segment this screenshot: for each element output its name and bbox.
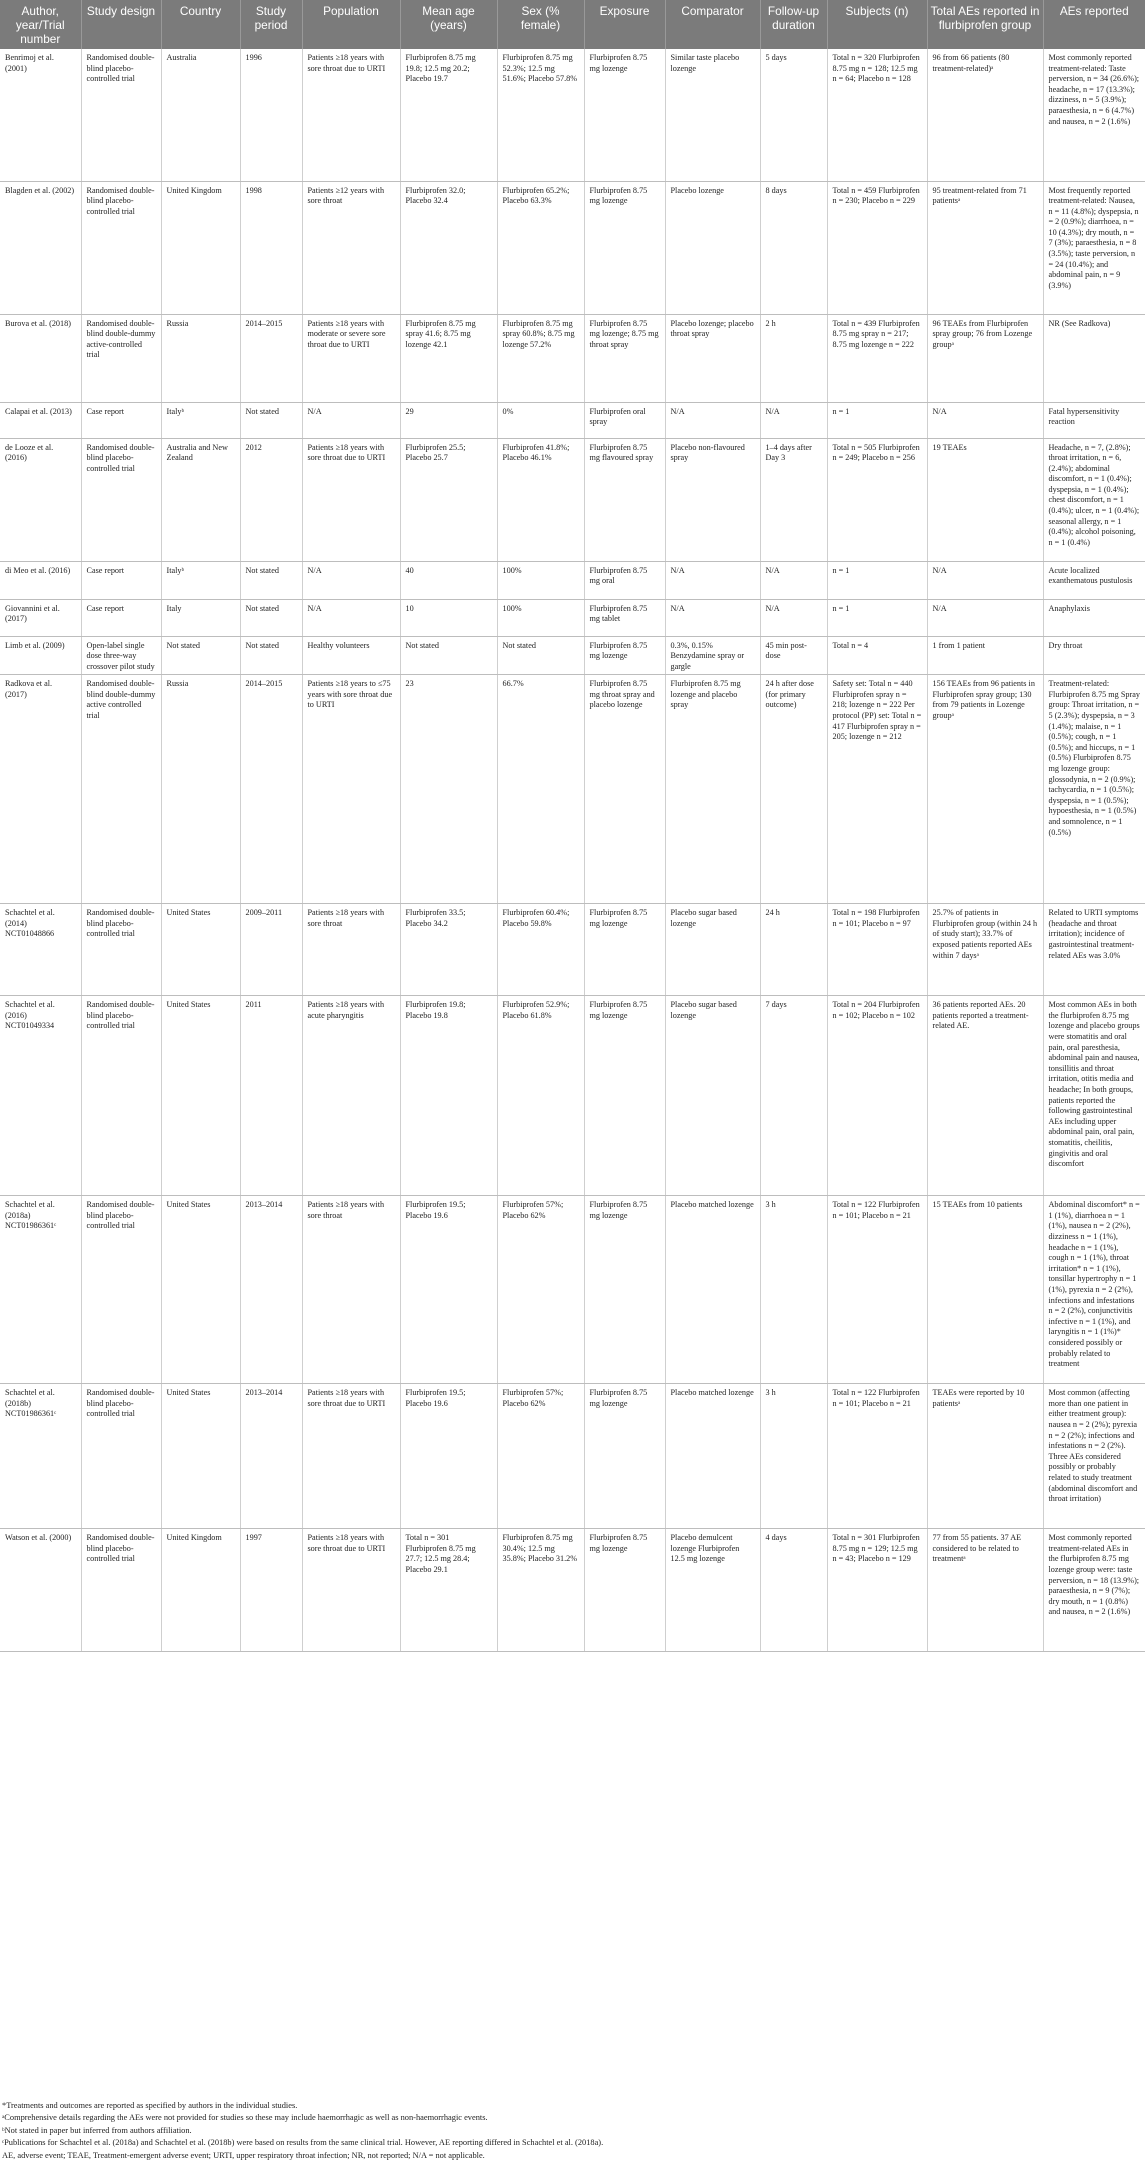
table-cell: Case report [81, 402, 161, 438]
table-cell: Russia [161, 314, 240, 402]
table-cell: N/A [927, 561, 1043, 599]
table-cell: NR (See Radkova) [1043, 314, 1145, 402]
table-row [0, 181, 1145, 314]
table-cell: Giovannini et al. (2017) [0, 599, 81, 636]
table-cell: Randomised double-blind placebo-controlled trial [81, 1529, 161, 1652]
table-cell: Not stated [240, 636, 302, 675]
table-cell: Randomised double-blind placebo-controlled trial [81, 1196, 161, 1384]
table-cell: 1996 [240, 49, 302, 181]
table-header [0, 0, 1145, 49]
table-cell: Flurbiprofen 8.75 mg lozenge [584, 1196, 665, 1384]
table-cell: Flurbiprofen 57%; Placebo 62% [497, 1384, 584, 1529]
table-cell: 1998 [240, 181, 302, 314]
table-cell: 8 days [760, 181, 827, 314]
table-cell: Most common AEs in both the flurbiprofen 8.75 mg lozenge and placebo groups were stomatitis and oral pain, oral paresthesia, abdominal pain and nausea, tonsillitis and throat irritation, otitis media and headache; In both groups, patients reported the following gastrointestinal AEs including upper abdominal pain, oral pain, stomatitis, cheilitis, gingivitis and oral discomfort [1043, 996, 1145, 1196]
table-cell: 45 min post-dose [760, 636, 827, 675]
table-cell: Randomised double-blind placebo-controlled trial [81, 438, 161, 561]
table-cell: n = 1 [827, 402, 927, 438]
table-cell: 156 TEAEs from 96 patients in Flurbiprofen spray group; 130 from 79 patients in Lozenge groupᵃ [927, 675, 1043, 904]
table-cell: 2014–2015 [240, 314, 302, 402]
table-cell: Placebo sugar based lozenge [665, 904, 760, 996]
table-cell: 24 h [760, 904, 827, 996]
table-row [0, 314, 1145, 402]
table-cell: Flurbiprofen 8.75 mg spray 60.8%; 8.75 mg lozenge 57.2% [497, 314, 584, 402]
table-cell: Case report [81, 561, 161, 599]
table-cell: Dry throat [1043, 636, 1145, 675]
column-header: Mean age (years) [400, 0, 497, 49]
column-header: Author, year/Trial number [0, 0, 81, 49]
table-cell: Total n = 204 Flurbiprofen n = 102; Placebo n = 102 [827, 996, 927, 1196]
table-cell: Case report [81, 599, 161, 636]
table-cell: 100% [497, 599, 584, 636]
table-cell: 77 from 55 patients. 37 AE considered to be related to treatmentᵃ [927, 1529, 1043, 1652]
table-cell: Placebo demulcent lozenge Flurbiprofen 12.5 mg lozenge [665, 1529, 760, 1652]
table-cell: Flurbiprofen 19.5; Placebo 19.6 [400, 1384, 497, 1529]
column-header: Sex (% female) [497, 0, 584, 49]
table-cell: Flurbiprofen 8.75 mg tablet [584, 599, 665, 636]
table-footnotes [0, 2100, 1145, 2162]
table-cell: Flurbiprofen 19.5; Placebo 19.6 [400, 1196, 497, 1384]
footnote: ᵇNot stated in paper but inferred from authors affiliation. [2, 2125, 192, 2135]
table-cell: Flurbiprofen 8.75 mg flavoured spray [584, 438, 665, 561]
table-cell: Patients ≥18 years with sore throat due to URTI [302, 1529, 400, 1652]
table-cell: Russia [161, 675, 240, 904]
table-cell: Abdominal discomfort* n = 1 (1%), diarrhoea n = 1 (1%), nausea n = 2 (2%), dizziness n = 1 (1%), headache n = 1 (1%), cough n = 1 (1%), throat irritation* n = 1 (1%), tonsillar hypertrophy n = 1 (1%), pyrexia n = 2 (2%), infections and infestations n = 2 (2%), conjunctivitis infective n = 1 (1%), and laryngitis n = 1 (1%)* considered possibly or probably related to treatment [1043, 1196, 1145, 1384]
table-cell: Patients ≥18 years with acute pharyngitis [302, 996, 400, 1196]
table-cell: N/A [302, 561, 400, 599]
table-cell: Flurbiprofen 8.75 mg lozenge; 8.75 mg throat spray [584, 314, 665, 402]
table-cell: TEAEs were reported by 10 patientsᵃ [927, 1384, 1043, 1529]
table-cell: Not stated [240, 402, 302, 438]
table-cell: Not stated [161, 636, 240, 675]
table-cell: Flurbiprofen 8.75 mg throat spray and placebo lozenge [584, 675, 665, 904]
table-cell: 23 [400, 675, 497, 904]
table-cell: Patients ≥18 years with sore throat [302, 1196, 400, 1384]
table-cell: 40 [400, 561, 497, 599]
table-cell: 19 TEAEs [927, 438, 1043, 561]
table-cell: Flurbiprofen 8.75 mg lozenge [584, 49, 665, 181]
table-cell: Total n = 198 Flurbiprofen n = 101; Placebo n = 97 [827, 904, 927, 996]
table-cell: Placebo lozenge; placebo throat spray [665, 314, 760, 402]
table-cell: Anaphylaxis [1043, 599, 1145, 636]
table-row [0, 1196, 1145, 1384]
table-row [0, 438, 1145, 561]
table-cell: Acute localized exanthematous pustulosis [1043, 561, 1145, 599]
table-cell: Flurbiprofen 65.2%; Placebo 63.3% [497, 181, 584, 314]
table-cell: 5 days [760, 49, 827, 181]
column-header: Exposure [584, 0, 665, 49]
table-cell: 2009–2011 [240, 904, 302, 996]
table-row [0, 561, 1145, 599]
table-cell: Not stated [240, 561, 302, 599]
table-cell: Patients ≥18 years with sore throat due to URTI [302, 49, 400, 181]
table-cell: Flurbiprofen 25.5; Placebo 25.7 [400, 438, 497, 561]
table-cell: Most commonly reported treatment-related AEs in the flurbiprofen 8.75 mg lozenge group were: taste perversion, n = 18 (13.9%); paraesthesia, n = 9 (7%); dry mouth, n = 1 (0.8%) and nausea, n = 2 (1.6%) [1043, 1529, 1145, 1652]
table-cell: United Kingdom [161, 1529, 240, 1652]
footnote: *Treatments and outcomes are reported as specified by authors in the individual studies. [2, 2101, 298, 2110]
table-cell: N/A [302, 599, 400, 636]
table-cell: Flurbiprofen 57%; Placebo 62% [497, 1196, 584, 1384]
table-cell: Patients ≥18 years with sore throat due to URTI [302, 438, 400, 561]
table-cell: Related to URTI symptoms (headache and throat irritation); incidence of gastrointestinal treatment-related AEs was 3.0% [1043, 904, 1145, 996]
table-cell: 1–4 days after Day 3 [760, 438, 827, 561]
table-cell: N/A [665, 561, 760, 599]
table-cell: Randomised double-blind double-dummy active-controlled trial [81, 314, 161, 402]
table-cell: Healthy volunteers [302, 636, 400, 675]
table-cell: n = 1 [827, 599, 927, 636]
table-cell: 3 h [760, 1384, 827, 1529]
table-row [0, 1384, 1145, 1529]
table-cell: Total n = 301 Flurbiprofen 8.75 mg n = 129; 12.5 mg n = 43; Placebo n = 129 [827, 1529, 927, 1652]
table-row [0, 1529, 1145, 1652]
table-cell: Flurbiprofen 60.4%; Placebo 59.8% [497, 904, 584, 996]
table-cell: Italyᵇ [161, 402, 240, 438]
table-cell: Most commonly reported treatment-related: Taste perversion, n = 34 (26.6%); headache, n = 17 (13.3%); dizziness, n = 5 (3.9%); paraesthesia, n = 6 (4.7%) and nausea, n = 2 (1.6%) [1043, 49, 1145, 181]
table-cell: Flurbiprofen 8.75 mg lozenge [584, 904, 665, 996]
table-cell: Not stated [240, 599, 302, 636]
table-cell: Italy [161, 599, 240, 636]
table-cell: N/A [760, 561, 827, 599]
table-cell: N/A [927, 599, 1043, 636]
table-cell: Not stated [497, 636, 584, 675]
table-cell: United States [161, 996, 240, 1196]
table-cell: Headache, n = 7, (2.8%); throat irritation, n = 6, (2.4%); abdominal discomfort, n = 1 (0.4%); dyspepsia, n = 1 (0.4%); chest discomfort, n = 1 (0.4%); ulcer, n = 1 (0.4%); seasonal allergy, n = 1 (0.4%); alcohol poisoning, n = 1 (0.4%) [1043, 438, 1145, 561]
table-cell: Placebo matched lozenge [665, 1384, 760, 1529]
table-cell: Italyᵇ [161, 561, 240, 599]
table-cell: Open-label single dose three-way crossover pilot study [81, 636, 161, 675]
table-cell: Total n = 122 Flurbiprofen n = 101; Placebo n = 21 [827, 1384, 927, 1529]
table-cell: 36 patients reported AEs. 20 patients reported a treatment-related AE. [927, 996, 1043, 1196]
table-cell: 15 TEAEs from 10 patients [927, 1196, 1043, 1384]
table-cell: Patients ≥18 years with sore throat [302, 904, 400, 996]
footnote: ᶜPublications for Schachtel et al. (2018a) and Schachtel et al. (2018b) were based on results from the same clinical trial. However, AE reporting differed in Schachtel et al. (2018a). [2, 2138, 604, 2148]
table-cell: 100% [497, 561, 584, 599]
table-cell: Total n = 459 Flurbiprofen n = 230; Placebo n = 229 [827, 181, 927, 314]
table-cell: Patients ≥18 years with moderate or severe sore throat due to URTI [302, 314, 400, 402]
table-cell: Total n = 320 Flurbiprofen 8.75 mg n = 128; 12.5 mg n = 64; Placebo n = 128 [827, 49, 927, 181]
table-cell: Flurbiprofen 19.8; Placebo 19.8 [400, 996, 497, 1196]
table-row [0, 599, 1145, 636]
table-cell: Flurbiprofen 33.5; Placebo 34.2 [400, 904, 497, 996]
table-cell: Flurbiprofen 8.75 mg lozenge [584, 1529, 665, 1652]
table-cell: United States [161, 904, 240, 996]
table-cell: N/A [760, 402, 827, 438]
table-cell: Similar taste placebo lozenge [665, 49, 760, 181]
table-cell: 25.7% of patients in Flurbiprofen group (within 24 h of study start); 33.7% of exposed patients reported AEs within 7 daysᵃ [927, 904, 1043, 996]
table-cell: Flurbiprofen oral spray [584, 402, 665, 438]
table-cell: Flurbiprofen 8.75 mg 30.4%; 12.5 mg 35.8%; Placebo 31.2% [497, 1529, 584, 1652]
table-cell: 1997 [240, 1529, 302, 1652]
table-cell: Treatment-related: Flurbiprofen 8.75 mg Spray group: Throat irritation, n = 5 (2.3%); dyspepsia, n = 3 (1.4%); malaise, n = 1 (0.5%); cough, n = 1 (0.5%); and hiccups, n = 1 (0.5%) Flurbiprofen 8.75 mg lozenge group: glossodynia, n = 2 (0.9%); tachycardia, n = 1 (0.5%); dyspepsia, n = 1 (0.5%); hypoesthesia, n = 1 (0.5%) and somnolence, n = 1 (0.5%) [1043, 675, 1145, 904]
table-cell: Flurbiprofen 32.0; Placebo 32.4 [400, 181, 497, 314]
table-cell: Schachtel et al. (2014) NCT01048866 [0, 904, 81, 996]
table-cell: Flurbiprofen 8.75 mg lozenge [584, 996, 665, 1196]
table-row [0, 996, 1145, 1196]
table-cell: 2014–2015 [240, 675, 302, 904]
table-cell: Total n = 505 Flurbiprofen n = 249; Placebo n = 256 [827, 438, 927, 561]
table-cell: Flurbiprofen 8.75 mg lozenge [584, 636, 665, 675]
table-cell: United Kingdom [161, 181, 240, 314]
table-cell: Flurbiprofen 8.75 mg lozenge and placebo spray [665, 675, 760, 904]
table-cell: Fatal hypersensitivity reaction [1043, 402, 1145, 438]
table-row [0, 636, 1145, 675]
table-cell: N/A [927, 402, 1043, 438]
table-cell: n = 1 [827, 561, 927, 599]
table-cell: N/A [665, 599, 760, 636]
table-cell: Total n = 4 [827, 636, 927, 675]
table-cell: Flurbiprofen 8.75 mg oral [584, 561, 665, 599]
table-cell: Placebo matched lozenge [665, 1196, 760, 1384]
table-cell: Most frequently reported treatment-related: Nausea, n = 11 (4.8%); dyspepsia, n = 2 (0.9%); diarrhoea, n = 10 (4.3%); dry mouth, n = 7 (3%); paraesthesia, n = 8 (3.5%); taste perversion, n = 24 (10.4%); and abdominal pain, n = 9 (3.9%) [1043, 181, 1145, 314]
table-cell: Radkova et al. (2017) [0, 675, 81, 904]
table-cell: di Meo et al. (2016) [0, 561, 81, 599]
table-cell: United States [161, 1384, 240, 1529]
table-cell: Schachtel et al. (2016) NCT01049334 [0, 996, 81, 1196]
table-cell: Calapai et al. (2013) [0, 402, 81, 438]
table-cell: Watson et al. (2000) [0, 1529, 81, 1652]
table-cell: Patients ≥12 years with sore throat [302, 181, 400, 314]
table-cell: 3 h [760, 1196, 827, 1384]
table-body [0, 49, 1145, 1652]
column-header: AEs reported [1043, 0, 1145, 49]
table-cell: 2013–2014 [240, 1384, 302, 1529]
table-cell: Most common (affecting more than one patient in either treatment group): nausea n = 2 (2%); pyrexia n = 2 (2%); infections and infestations n = 2 (2%). Three AEs considered possibly or probably related to study treatment (abdominal discomfort and throat irritation) [1043, 1384, 1145, 1529]
table-cell: Benrimoj et al. (2001) [0, 49, 81, 181]
table-row [0, 675, 1145, 904]
table-cell: Randomised double-blind double-dummy active controlled trial [81, 675, 161, 904]
table-cell: Total n = 122 Flurbiprofen n = 101; Placebo n = 21 [827, 1196, 927, 1384]
table-cell: de Looze et al. (2016) [0, 438, 81, 561]
table-cell: N/A [760, 599, 827, 636]
footnote: AE, adverse event; TEAE, Treatment-emergent adverse event; URTI, upper respiratory throat infection; NR, not reported; N/A = not applicable. [2, 2150, 485, 2160]
table-cell: Placebo sugar based lozenge [665, 996, 760, 1196]
table-cell: Placebo lozenge [665, 181, 760, 314]
table-cell: 29 [400, 402, 497, 438]
table-cell: N/A [665, 402, 760, 438]
table-cell: Not stated [400, 636, 497, 675]
column-header: Study design [81, 0, 161, 49]
column-header: Country [161, 0, 240, 49]
column-header: Subjects (n) [827, 0, 927, 49]
table-cell: Total n = 301 Flurbiprofen 8.75 mg 27.7; 12.5 mg 28.4; Placebo 29.1 [400, 1529, 497, 1652]
table-cell: 2011 [240, 996, 302, 1196]
table-cell: Randomised double-blind placebo-controlled trial [81, 181, 161, 314]
table-cell: United States [161, 1196, 240, 1384]
column-header: Total AEs reported in flurbiprofen group [927, 0, 1043, 49]
table-cell: 0.3%, 0.15% Benzydamine spray or gargle [665, 636, 760, 675]
table-cell: Randomised double-blind placebo-controlled trial [81, 49, 161, 181]
table-cell: 2013–2014 [240, 1196, 302, 1384]
table-cell: 7 days [760, 996, 827, 1196]
table-cell: 0% [497, 402, 584, 438]
table-row [0, 49, 1145, 181]
footnote: ᵃComprehensive details regarding the AEs were not provided for studies so these may include haemorrhagic as well as non-haemorrhagic events. [2, 2113, 488, 2123]
table-cell: 66.7% [497, 675, 584, 904]
table-cell: 4 days [760, 1529, 827, 1652]
table-cell: Schachtel et al. (2018a) NCT01986361ᶜ [0, 1196, 81, 1384]
table-cell: Randomised double-blind placebo-controlled trial [81, 1384, 161, 1529]
column-header: Population [302, 0, 400, 49]
column-header: Study period [240, 0, 302, 49]
table-cell: Australia and New Zealand [161, 438, 240, 561]
table-cell: 24 h after dose (for primary outcome) [760, 675, 827, 904]
table-cell: 96 TEAEs from Flurbiprofen spray group; 76 from Lozenge groupᵃ [927, 314, 1043, 402]
table-cell: Flurbiprofen 41.8%; Placebo 46.1% [497, 438, 584, 561]
table-cell: Burova et al. (2018) [0, 314, 81, 402]
table-cell: Australia [161, 49, 240, 181]
table-cell: Flurbiprofen 8.75 mg spray 41.6; 8.75 mg lozenge 42.1 [400, 314, 497, 402]
table-cell: Flurbiprofen 8.75 mg lozenge [584, 181, 665, 314]
table-cell: Randomised double-blind placebo-controlled trial [81, 904, 161, 996]
table-cell: Limb et al. (2009) [0, 636, 81, 675]
table-cell: Placebo non-flavoured spray [665, 438, 760, 561]
table-cell: Flurbiprofen 8.75 mg lozenge [584, 1384, 665, 1529]
table-cell: Schachtel et al. (2018b) NCT01986361ᶜ [0, 1384, 81, 1529]
table-cell: 1 from 1 patient [927, 636, 1043, 675]
table-cell: Flurbiprofen 52.9%; Placebo 61.8% [497, 996, 584, 1196]
table-cell: Flurbiprofen 8.75 mg 52.3%; 12.5 mg 51.6%; Placebo 57.8% [497, 49, 584, 181]
table-row [0, 904, 1145, 996]
table-cell: 95 treatment-related from 71 patientsᵃ [927, 181, 1043, 314]
table-cell: Patients ≥18 years with sore throat due to URTI [302, 1384, 400, 1529]
table-cell: Blagden et al. (2002) [0, 181, 81, 314]
table-row [0, 402, 1145, 438]
table-cell: 10 [400, 599, 497, 636]
column-header: Follow-up duration [760, 0, 827, 49]
table-cell: Safety set: Total n = 440 Flurbiprofen spray n = 218; lozenge n = 222 Per protocol (PP) set: Total n = 417 Flurbiprofen spray n = 205; lozenge n = 212 [827, 675, 927, 904]
table-cell: 2 h [760, 314, 827, 402]
table-cell: Randomised double-blind placebo-controlled trial [81, 996, 161, 1196]
table-cell: Total n = 439 Flurbiprofen 8.75 mg spray n = 217; 8.75 mg lozenge n = 222 [827, 314, 927, 402]
table-cell: Flurbiprofen 8.75 mg 19.8; 12.5 mg 20.2; Placebo 19.7 [400, 49, 497, 181]
table-cell: 2012 [240, 438, 302, 561]
table-cell: Patients ≥18 years to ≤75 years with sore throat due to URTI [302, 675, 400, 904]
table-cell: 96 from 66 patients (80 treatment-related)ᵃ [927, 49, 1043, 181]
table-cell: N/A [302, 402, 400, 438]
column-header: Comparator [665, 0, 760, 49]
